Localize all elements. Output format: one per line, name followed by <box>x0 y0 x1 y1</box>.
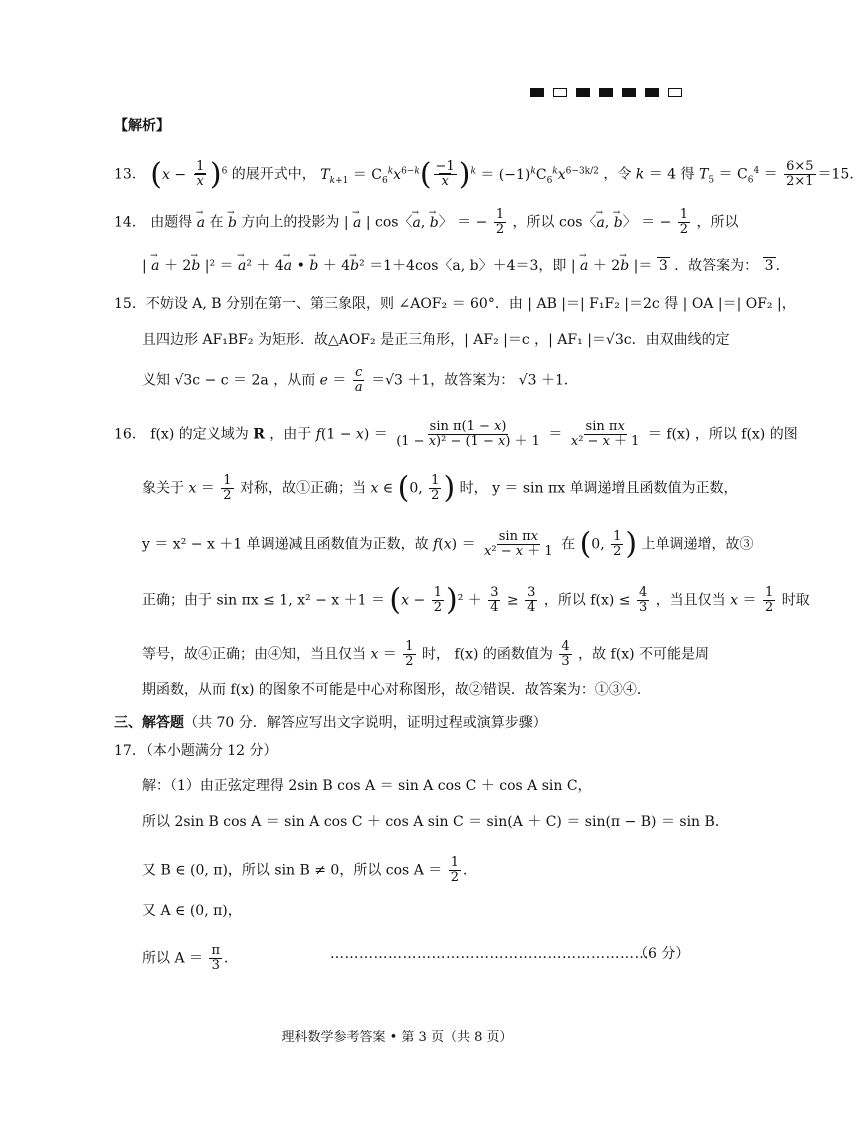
problem-16-line1: 16． f(x) 的定义域为 R ，由于 f(1 − x) ＝ $\frac{\text{sin π(1 − x)}}{\text{(1 − x)² − (1 − x) ＋ 1}}$ ＝ $\frac{\text{sin πx}}{\text{x² − x ＋ 1}}$ ＝ f(x) ，所以 f(x) 的图 <box>114 419 798 449</box>
header-mark <box>668 88 682 97</box>
problem-14-line1: 14． 由题得 → a 在 → b 方向上的投影为 | → a | cos〈→ a, → b〉 ＝ − $\frac{1}{2}$ ，所以 cos〈→ a, → b〉 ＝ − $\frac{1}{2}$ ，所以 <box>114 208 739 237</box>
section-title: 【解析】 <box>114 118 170 134</box>
problem-14-line2: | → a ＋ 2→ b |² ＝ → a² ＋ 4→ a • → b ＋ 4→ b² ＝1＋4cos〈a, b〉＋4＝3，即 | → a ＋ 2→ b |＝ 3 ．故答案为： 3 ． <box>142 256 790 276</box>
problem-15-line3: 义知 √3c − c ＝ 2a ，从而 e ＝ $\frac{c}{a}$ ＝√3 ＋1，故答案为： √3 ＋1． <box>142 365 578 395</box>
section3-heading: 三、解答题（共 70 分．解答应写出文字说明，证明过程或演算步骤） <box>114 715 547 731</box>
header-mark <box>599 88 613 97</box>
problem-13: 13． (x − $\frac{1}{x}$ )$^6$ 的展开式中， $T_{k+1} = C_6^kx^{6-k}$( $\frac{-1}{x}$ )$^k = (-1)^kC_6^kx^{6-3k/2}$ ，令 k ＝ 4 得 $T_5 = C_6^4$ ＝ $\frac{6\times 5}{2\times 1}$ ＝15． <box>114 156 863 192</box>
problem-17-line5: 所以 A ＝ $\frac{\pi}{3}$ ． <box>142 943 239 973</box>
score-label: （6 分） <box>634 946 690 962</box>
problem-17-line1: 解：（1）由正弦定理得 2sin B cos A ＝ sin A cos C ＋ cos A sin C， <box>142 778 592 794</box>
header-mark <box>553 88 567 97</box>
score-leader-dots: ………………………………………………………… <box>330 946 649 962</box>
header-mark <box>645 88 659 97</box>
problem-17-line2: 所以 2sin B cos A ＝ sin A cos C ＋ cos A sin C ＝ sin(A ＋ C) ＝ sin(π − B) ＝ sin B． <box>142 814 729 830</box>
problem-15-line2: 且四边形 AF₁BF₂ 为矩形．故△AOF₂ 是正三角形，| AF₂ |＝c ，| AF₁ |＝√3c．由双曲线的定 <box>142 332 730 348</box>
header-mark <box>622 88 636 97</box>
problem-16-line4: 正确；由于 sin πx ≤ 1, x² − x ＋1 ＝ (x − $\frac{1}{2}$ )² ＋ $\frac{3}{4}$ ≥ $\frac{3}{4}$ ，所以 f(x) ≤ $\frac{4}{3}$ ，当且仅当 x ＝ $\frac{1}{2}$ 时取 <box>142 582 810 618</box>
problem-15-line1: 15．不妨设 A, B 分别在第一、第三象限，则 ∠AOF₂ ＝ 60°．由 | AB |＝| F₁F₂ |＝2c 得 | OA |＝| OF₂ |， <box>114 296 796 312</box>
page-footer: 理科数学参考答案 • 第 3 页（共 8 页） <box>281 1030 513 1045</box>
general-term: $T_{k+1} = C_6^kx^{6-k}$( $\frac{-1}{x}$ )$^k = (-1)^kC_6^kx^{6-3k/2}$ <box>320 156 599 192</box>
problem-17-header: 17．（本小题满分 12 分） <box>114 743 278 759</box>
problem-16-line2: 象关于 x ＝ $\frac{1}{2}$ 对称，故①正确；当 x ∈ (0, $\frac{1}{2}$ ) 时， y ＝ sin πx 单调递增且函数值为正数， <box>142 470 738 506</box>
header-mark <box>530 88 544 97</box>
problem-16-line3: y ＝ x² − x ＋1 单调递减且函数值为正数，故 f(x) ＝ $\frac{\text{sin πx}}{\text{x² − x ＋ 1}}$ 在 (0, $\frac{1}{2}$ ) 上单调递增，故③ <box>142 526 754 562</box>
header-marks <box>530 88 682 97</box>
problem-16-line6: 期函数，从而 f(x) 的图象不可能是中心对称图形，故②错误．故答案为：①③④． <box>142 682 651 698</box>
binomial-expression: (x − $\frac{1}{x}$ )$^6$ <box>150 156 228 192</box>
problem-number: 13． <box>114 166 146 183</box>
problem-16-line5: 等号，故④正确；由④知，当且仅当 x ＝ $\frac{1}{2}$ 时， f(x) 的函数值为 $\frac{4}{3}$ ，故 f(x) 不可能是周 <box>142 639 710 669</box>
problem-17-line4: 又 A ∈ (0, π)， <box>142 903 242 919</box>
header-mark <box>576 88 590 97</box>
problem-17-line3: 又 B ∈ (0, π)，所以 sin B ≠ 0，所以 cos A ＝ $\frac{1}{2}$ ． <box>142 855 477 885</box>
